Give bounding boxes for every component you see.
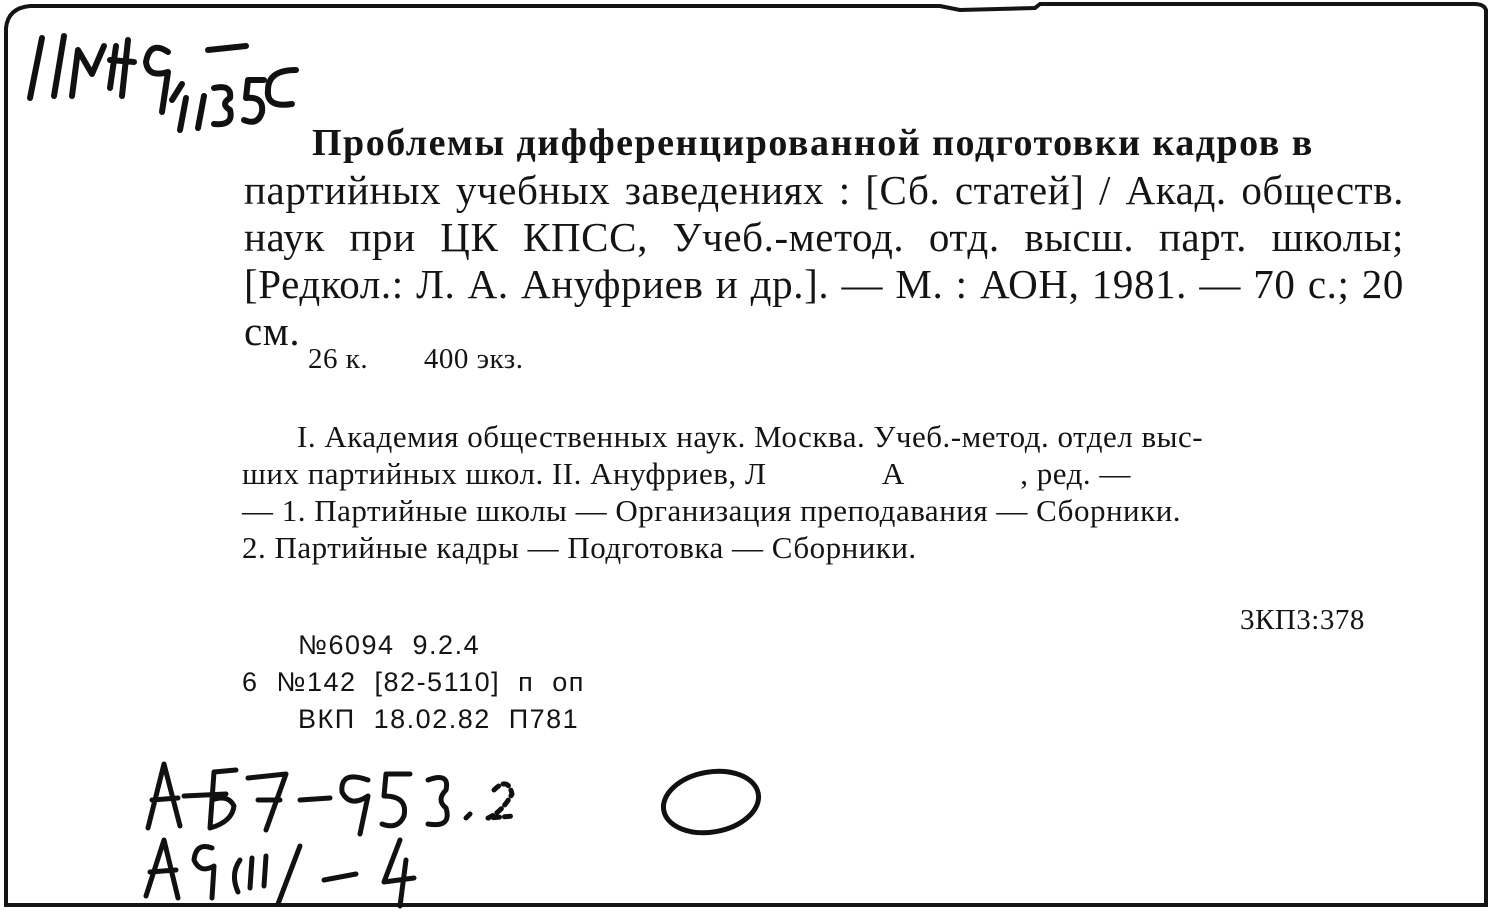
- tracing-line-2: ших партийных школ. II. Ануфриев, Л А , ред. —: [242, 456, 1131, 491]
- price: 26 к.: [308, 343, 369, 375]
- tracings: [242, 418, 1402, 566]
- tracing-line-1: I. Академия общественных наук. Москва. Учеб.-метод. отдел выс-: [297, 419, 1204, 454]
- meta-line-1: №6094 9.2.4: [298, 630, 481, 660]
- copies: 400 экз.: [423, 343, 524, 375]
- price-line: [308, 343, 571, 376]
- description-rest: партийных учебных заведениях : [Сб. статей] / Акад. обществ. наук при ЦК КПСС, Учеб.-метод. отд. высш. парт. школы; [Редкол.: Л. А. Ануфриев и др.]. — М. : АОН, 1981. — 70 с.; 20 см.: [244, 167, 1404, 354]
- tracing-line-4: 2. Партийные кадры — Подготовка — Сборники.: [242, 530, 917, 565]
- card-meta: [242, 627, 585, 738]
- meta-line-2: 6 №142 [82-5110] п оп: [242, 667, 585, 697]
- bibliographic-description: [244, 118, 1404, 355]
- classification-code: 3КП3:378: [1240, 604, 1365, 636]
- meta-line-3: ВКП 18.02.82 П781: [298, 704, 580, 734]
- book-title: Проблемы дифференцированной подготовки кадров в: [312, 122, 1314, 164]
- tracing-line-3: — 1. Партийные школы — Организация преподавания — Сборники.: [242, 493, 1182, 528]
